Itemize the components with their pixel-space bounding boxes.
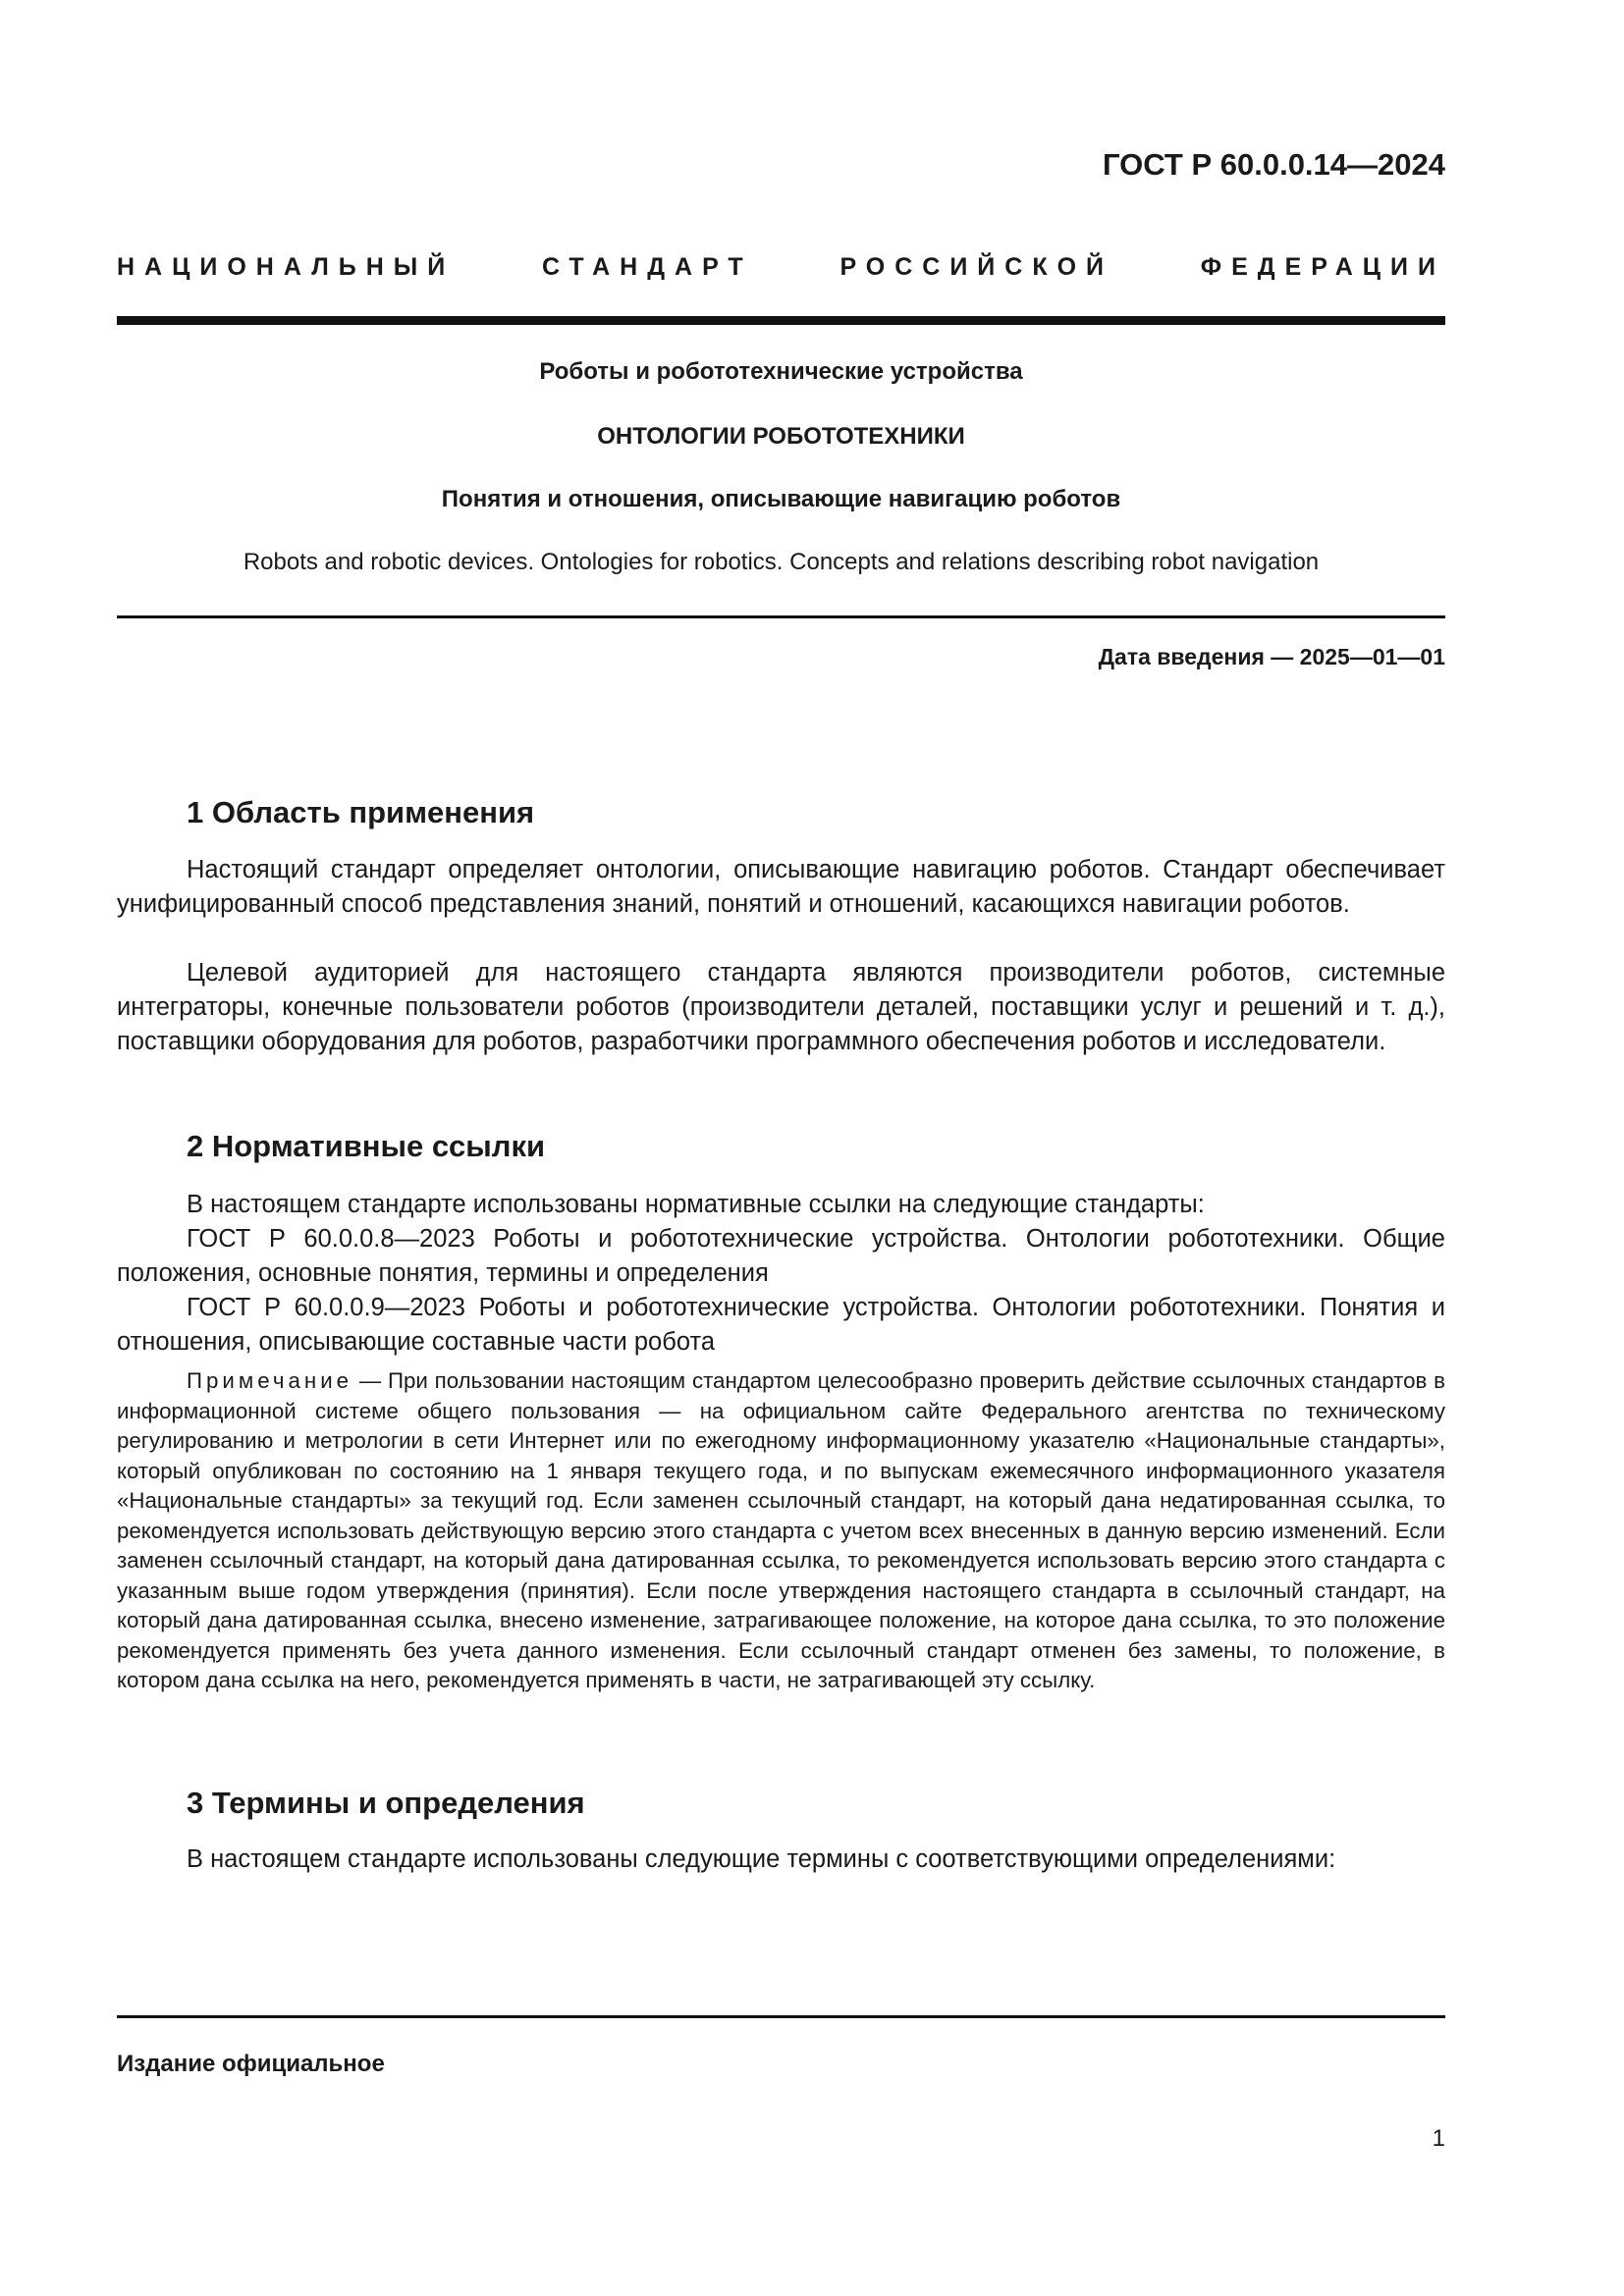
english-title: Robots and robotic devices. Ontologies for robotics. Concepts and relations describing robot navigation bbox=[243, 549, 1320, 575]
reference-gost-60-0-0-8: ГОСТ Р 60.0.0.8—2023 Роботы и робототехнические устройства. Онтологии робототехники. Общие положения, основные понятия, термины и определения bbox=[117, 1225, 1445, 1287]
section-1-title: 1 Область применения bbox=[187, 795, 535, 829]
section-3-paragraph-1: В настоящем стандарте использованы следующие термины с соответствующими определениями: bbox=[187, 1845, 1336, 1873]
national-standard-heading: НАЦИОНАЛЬНЫЙ СТАНДАРТ РОССИЙСКОЙ ФЕДЕРАЦИИ bbox=[117, 253, 1445, 281]
title-divider bbox=[117, 615, 1445, 618]
section-1-paragraph-2: Целевой аудиторией для настоящего стандарта являются производители роботов, системные интеграторы, конечные пользователи роботов (производители деталей, поставщики услуг и решений и т. д.), поставщики оборудования для роботов, разработчики программного обеспечения роботов и исследователи. bbox=[117, 959, 1445, 1055]
official-edition-label: Издание официальное bbox=[117, 2051, 385, 2077]
sub-title: Понятия и отношения, описывающие навигацию роботов bbox=[441, 486, 1121, 512]
section-1-paragraph-1: Настоящий стандарт определяет онтологии, описывающие навигацию роботов. Стандарт обеспечивает унифицированный способ представления знаний, понятий и отношений, касающихся навигации роботов. bbox=[117, 856, 1445, 918]
reference-gost-60-0-0-9: ГОСТ Р 60.0.0.9—2023 Роботы и робототехнические устройства. Онтологии робототехники. Понятия и отношения, описывающие составные части робота bbox=[117, 1294, 1445, 1356]
main-title: ОНТОЛОГИИ РОБОТОТЕХНИКИ bbox=[597, 423, 965, 450]
section-3-title: 3 Термины и определения bbox=[187, 1786, 585, 1820]
general-title: Роботы и робототехнические устройства bbox=[539, 358, 1023, 385]
footer-divider bbox=[117, 2015, 1445, 2018]
header-divider bbox=[117, 316, 1445, 325]
introduction-date: Дата введения — 2025—01—01 bbox=[1098, 644, 1445, 669]
note-paragraph bbox=[117, 1366, 1445, 1696]
section-2-title: 2 Нормативные ссылки bbox=[187, 1129, 546, 1163]
note-label: Примечание bbox=[187, 1368, 353, 1393]
section-2-paragraph-1: В настоящем стандарте использованы нормативные ссылки на следующие стандарты: bbox=[187, 1191, 1205, 1218]
note-text: — При пользовании настоящим стандартом целесообразно проверить действие ссылочных стандартов в информационной системе общего пользования — на официальном сайте Федерального агентства по техническому регулированию и метрологии в сети Интернет или по ежегодному информационному указателю «Национальные стандарты», который опубликован по состоянию на 1 января текущего года, и по выпускам ежемесячного информационного указателя «Национальные стандарты» за текущий год. Если заменен ссылочный стандарт, на который дана недатированная ссылка, то рекомендуется использовать действующую версию этого стандарта с учетом всех внесенных в данную версию изменений. Если заменен ссылочный стандарт, на который дана датированная ссылка, то рекомендуется использовать версию этого стандарта с указанным выше годом утверждения (принятия). Если после утверждения настоящего стандарта в ссылочный стандарт, на который дана датированная ссылка, внесено изменение, затрагивающее положение, на которое дана ссылка, то это положение рекомендуется применять без учета данного изменения. Если ссылочный стандарт отменен без замены, то положение, в котором дана ссылка на него, рекомендуется применять в части, не затрагивающей эту ссылку. bbox=[117, 1368, 1445, 1692]
page-number: 1 bbox=[1432, 2125, 1445, 2152]
gost-code: ГОСТ Р 60.0.0.14—2024 bbox=[1103, 147, 1445, 182]
